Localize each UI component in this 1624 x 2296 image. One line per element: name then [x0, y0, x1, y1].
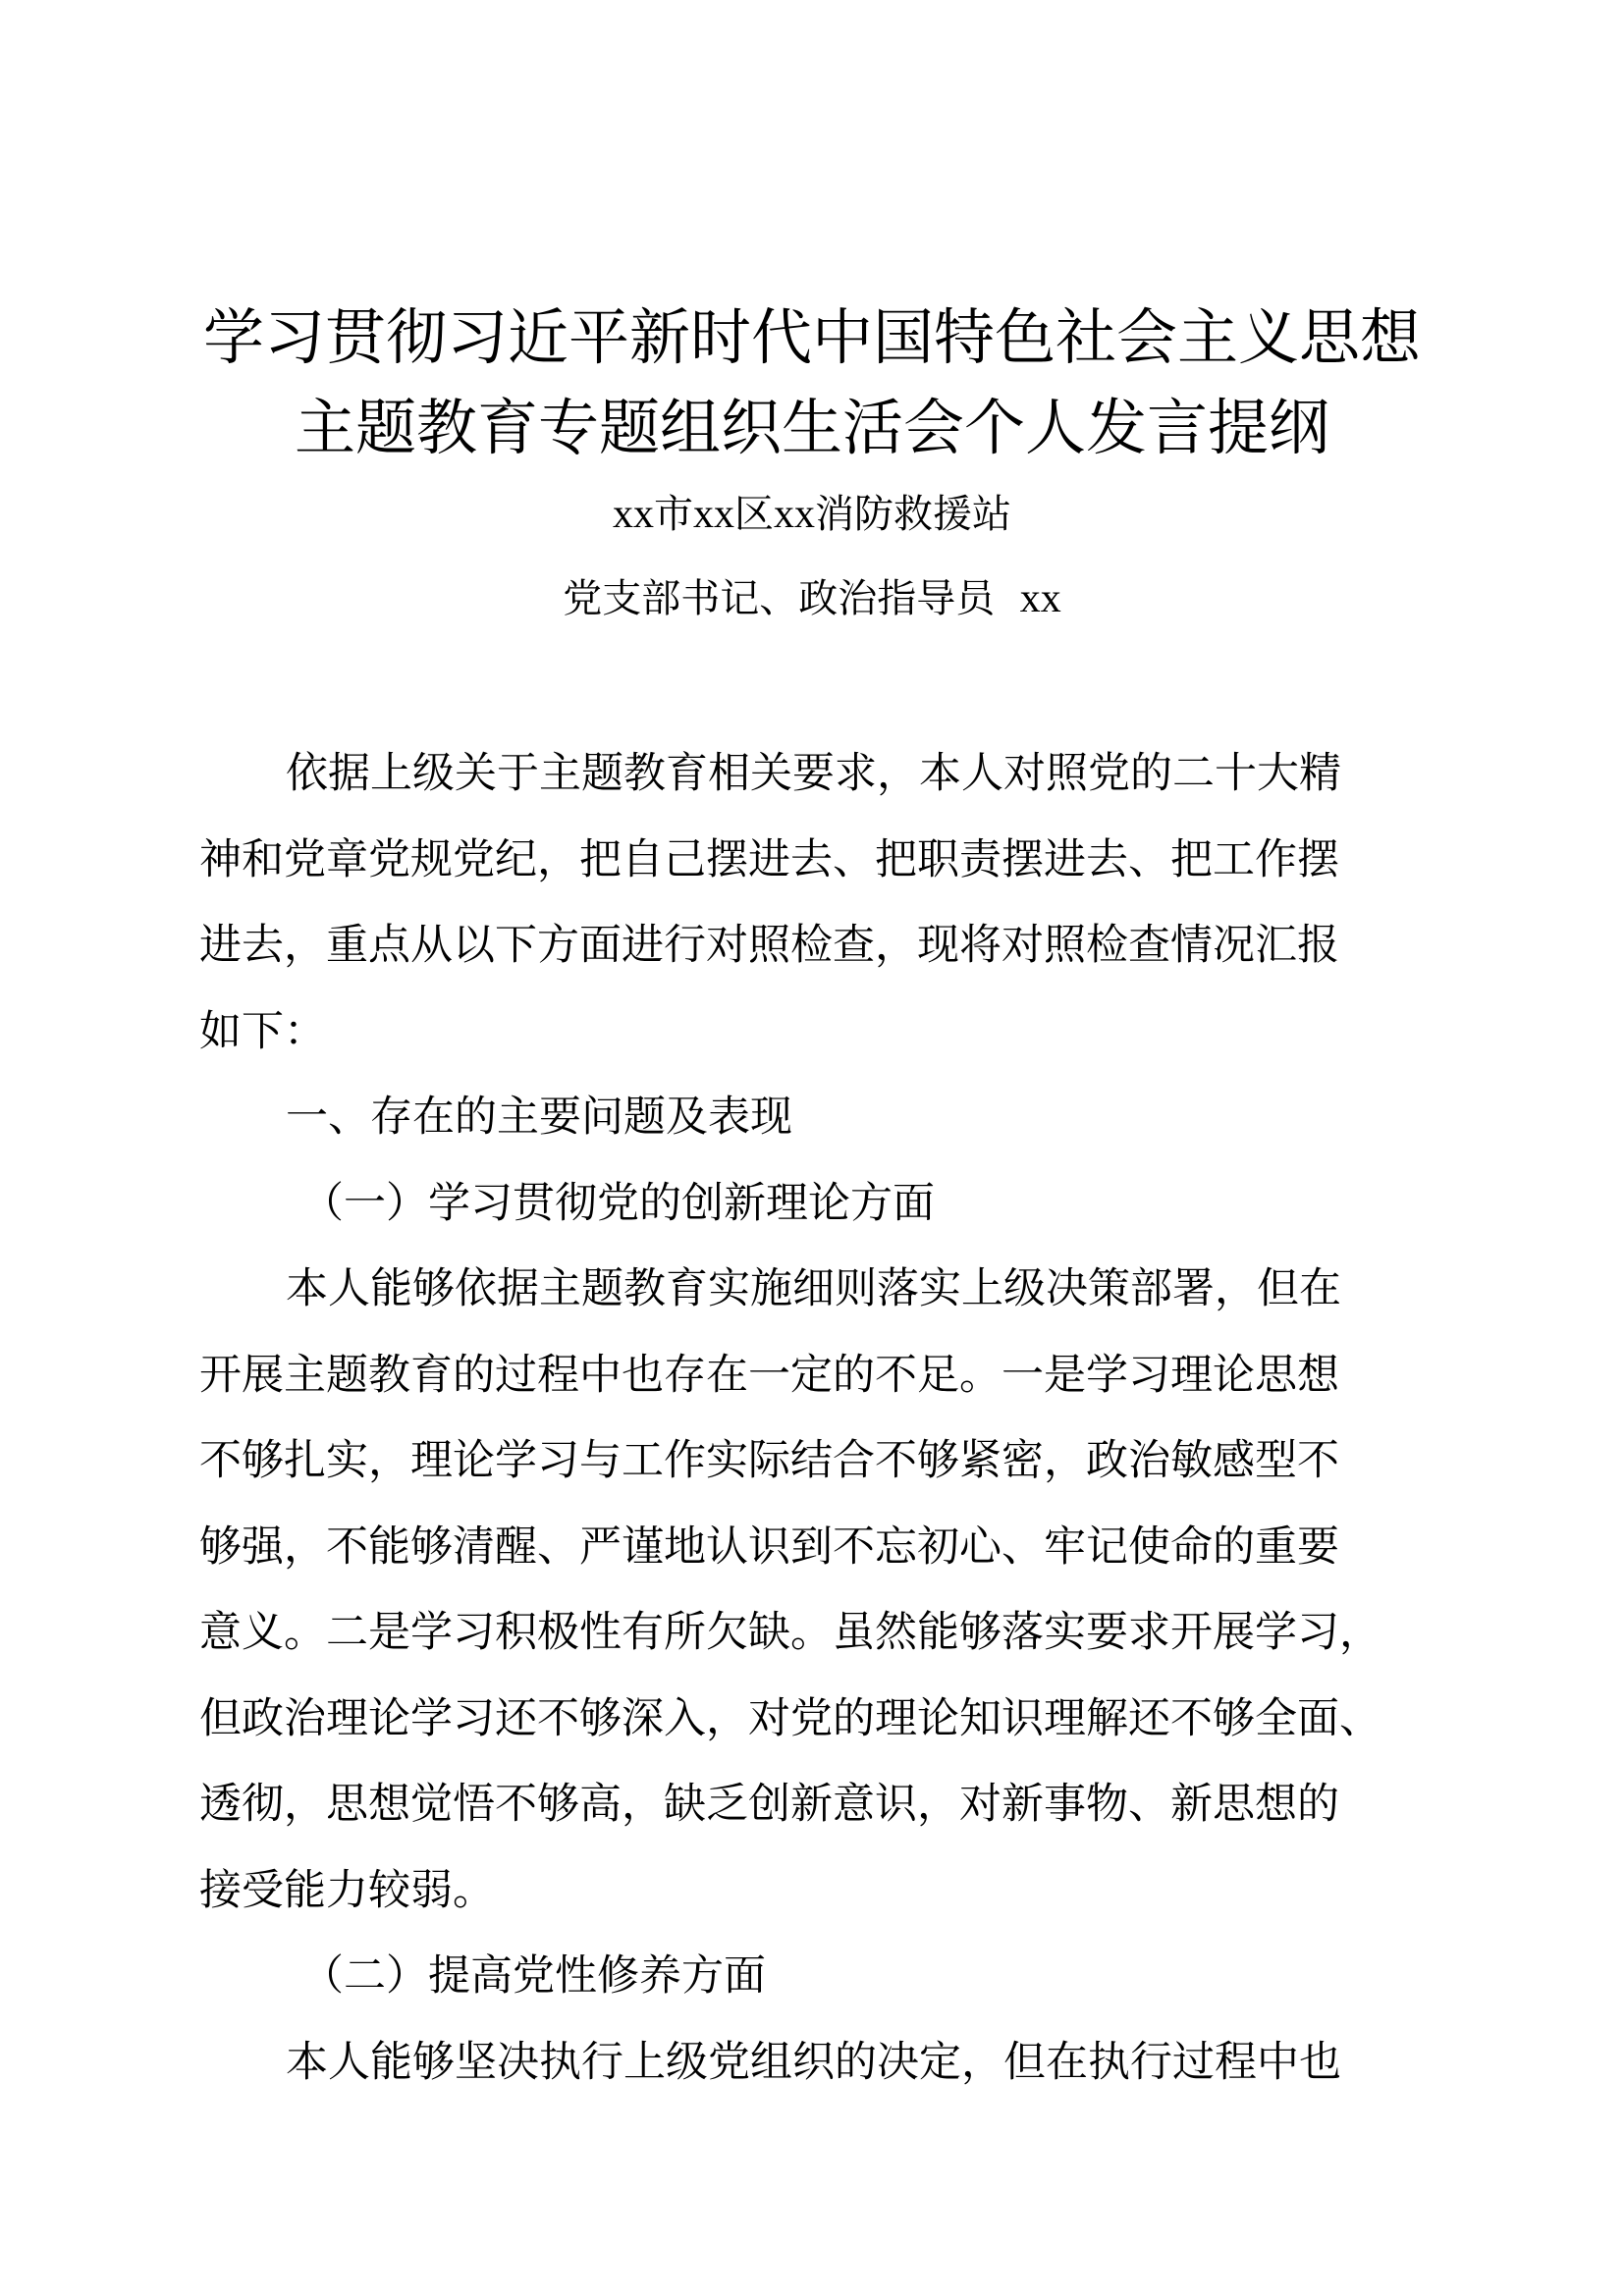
subsection-heading: （一）学习贯彻党的创新理论方面	[301, 1178, 935, 1228]
author-role: 党支部书记、政治指导员	[563, 576, 996, 621]
document-title-line-2: 主题教育专题组织生活会个人发言提纲	[294, 392, 1329, 463]
document-title-line-1: 学习贯彻习近平新时代中国特色社会主义思想	[202, 301, 1421, 373]
body-line: 依据上级关于主题教育相关要求，本人对照党的二十大精	[286, 749, 1341, 798]
body-line: 如下：	[199, 1006, 326, 1056]
unit-station-label: 消防救援站	[815, 492, 1011, 537]
author-name: xx	[1019, 576, 1061, 621]
body-line: 开展主题教育的过程中也存在一定的不足。一是学习理论思想	[199, 1350, 1339, 1400]
document-body	[199, 731, 1436, 2106]
body-line: 够强，不能够清醒、严谨地认识到不忘初心、牢记使命的重要	[199, 1522, 1339, 1572]
section-heading: 一、存在的主要问题及表现	[286, 1093, 792, 1142]
body-line: 接受能力较弱。	[199, 1865, 495, 1915]
subsection-heading: （二）提高党性修养方面	[301, 1951, 766, 2001]
unit-station-placeholder: xx	[774, 492, 815, 537]
body-line: 意义。二是学习积极性有所欠缺。虽然能够落实要求开展学习，	[199, 1608, 1381, 1657]
body-line: 本人能够坚决执行上级党组织的决定，但在执行过程中也	[286, 2037, 1341, 2087]
author-unit	[0, 485, 1624, 544]
unit-district-label: 区	[734, 492, 774, 537]
unit-district-placeholder: xx	[693, 492, 734, 537]
unit-city-placeholder: xx	[613, 492, 654, 537]
body-line: 但政治理论学习还不够深入，对党的理论知识理解还不够全面、	[199, 1693, 1381, 1743]
unit-city-label: 市	[654, 492, 693, 537]
body-line: 透彻，思想觉悟不够高，缺乏创新意识，对新事物、新思想的	[199, 1780, 1339, 1829]
body-line: 本人能够依据主题教育实施细则落实上级决策部署，但在	[286, 1264, 1341, 1313]
body-line: 进去，重点从以下方面进行对照检查，现将对照检查情况汇报	[199, 921, 1339, 970]
body-line: 不够扎实，理论学习与工作实际结合不够紧密，政治敏感型不	[199, 1436, 1339, 1485]
body-line: 神和党章党规党纪，把自己摆进去、把职责摆进去、把工作摆	[199, 834, 1339, 884]
author-position	[0, 569, 1624, 628]
